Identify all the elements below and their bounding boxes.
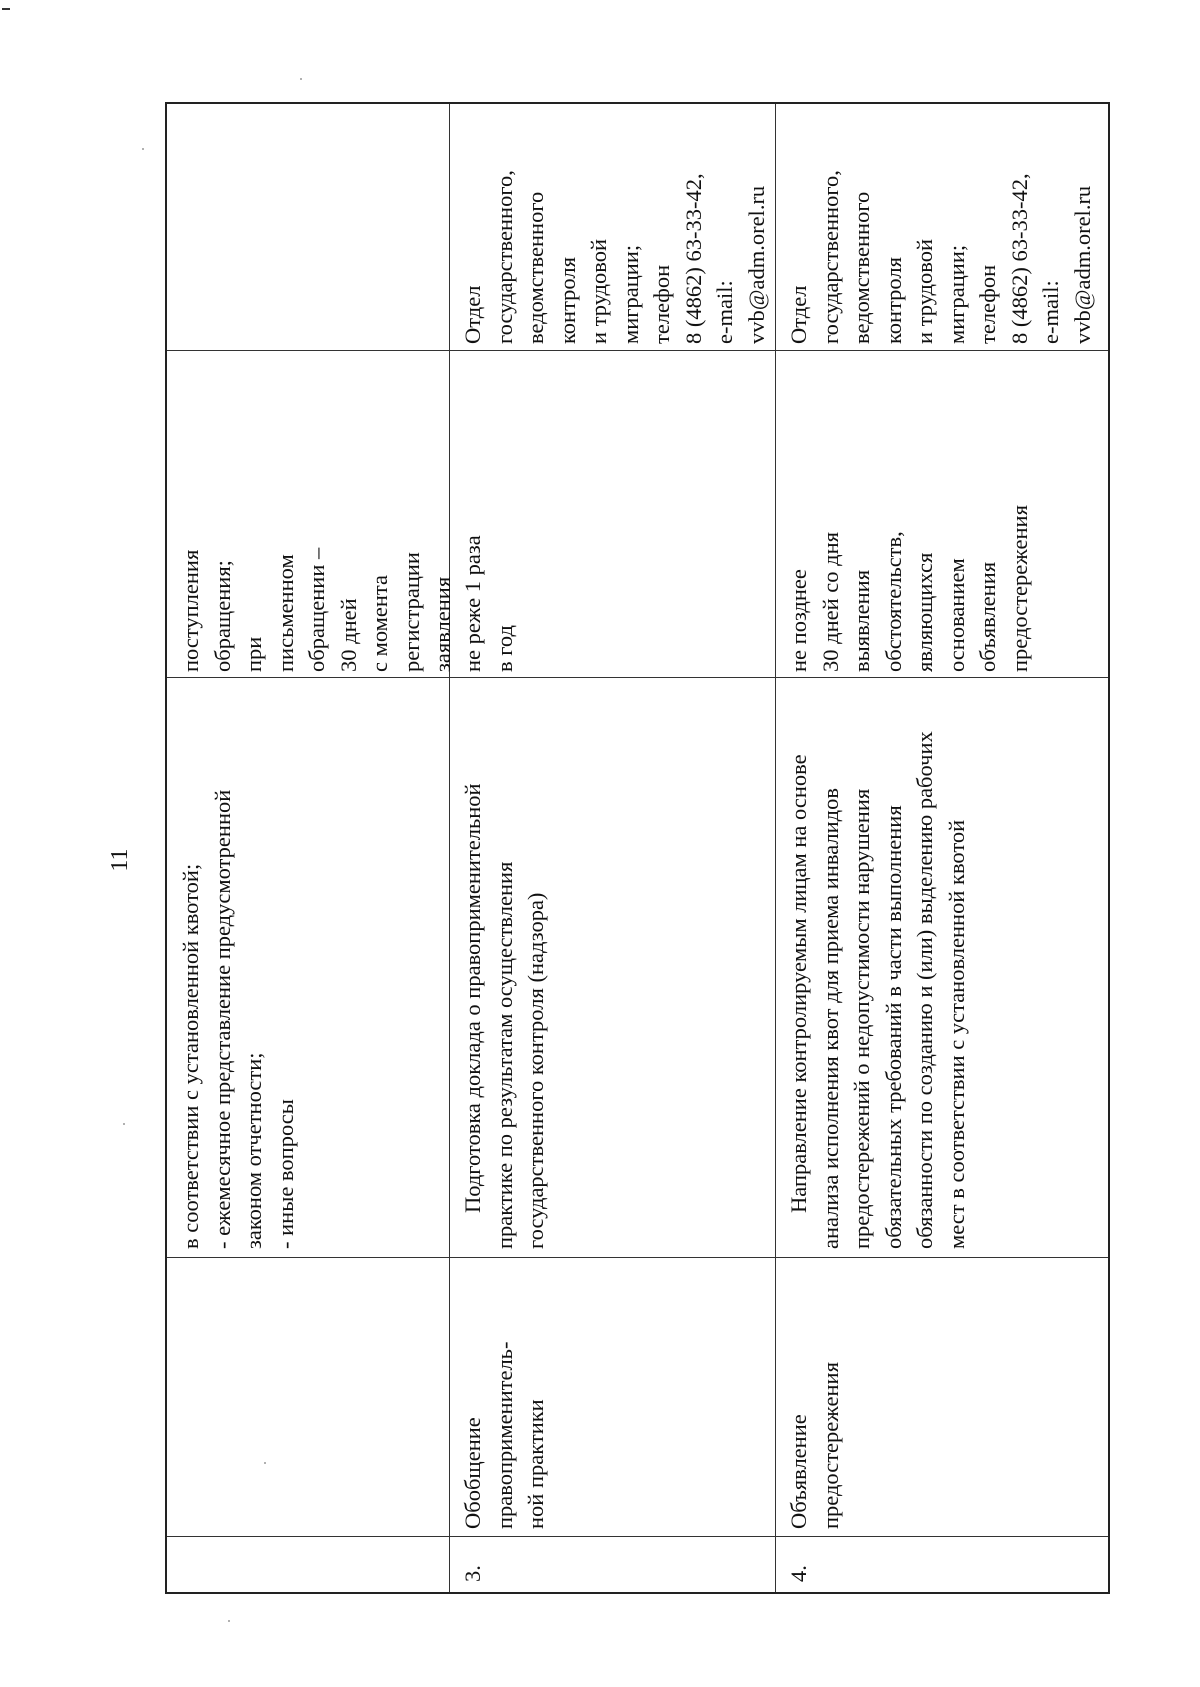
cell-event: Обобщение правоприменитель- ной практики [460, 1341, 548, 1529]
cell-content: в соответствии с установленной квотой; - ежемесячное представление предусмотренной законом отчетности; - иные вопросы [178, 789, 298, 1249]
cell-content: Направление контролируемым лицам на основе анализа исполнения квот для приема инвалидов предостережений о недопустимости нарушения обязательных требований в части выполнения обязанности по созданию и (или) выделению рабочих мест в соответствии с установленной квотой [786, 731, 969, 1249]
scan-speck [228, 1620, 230, 1622]
column-divider [167, 1536, 1108, 1537]
column-divider [167, 677, 1108, 678]
scan-speck [300, 78, 302, 80]
page-number: 11 [107, 848, 133, 872]
cell-responsible: Отдел государственного, ведомственного контроля и трудовой миграции; телефон 8 (4862) 63-33-42, e-mail: vvb@adm.orel.ru [460, 170, 769, 344]
cell-term: поступления обращения; при письменном обращении – 30 дней с момента регистрации заявления [178, 547, 455, 672]
scan-speck [142, 148, 144, 150]
cell-term: не реже 1 раза в год [460, 535, 517, 672]
scan-speck [123, 1123, 125, 1125]
cell-content: Подготовка доклада о правоприменительной практике по результатам осуществления государственного контроля (надзора) [460, 783, 548, 1249]
cell-event: Объявление предостережения [786, 1362, 843, 1529]
cell-term: не позднее 30 дней со дня выявления обстоятельств, являющихся основанием объявления предостережения [786, 505, 1032, 672]
column-divider [167, 1257, 1108, 1258]
row-divider [775, 104, 776, 1592]
cell-responsible: Отдел государственного, ведомственного контроля и трудовой миграции; телефон 8 (4862) 63-33-42, e-mail: vvb@adm.orel.ru [786, 170, 1095, 344]
cell-number: 4. [786, 1565, 811, 1582]
margin-mark [2, 8, 10, 10]
measures-table [165, 102, 1110, 1594]
cell-number: 3. [460, 1565, 485, 1582]
